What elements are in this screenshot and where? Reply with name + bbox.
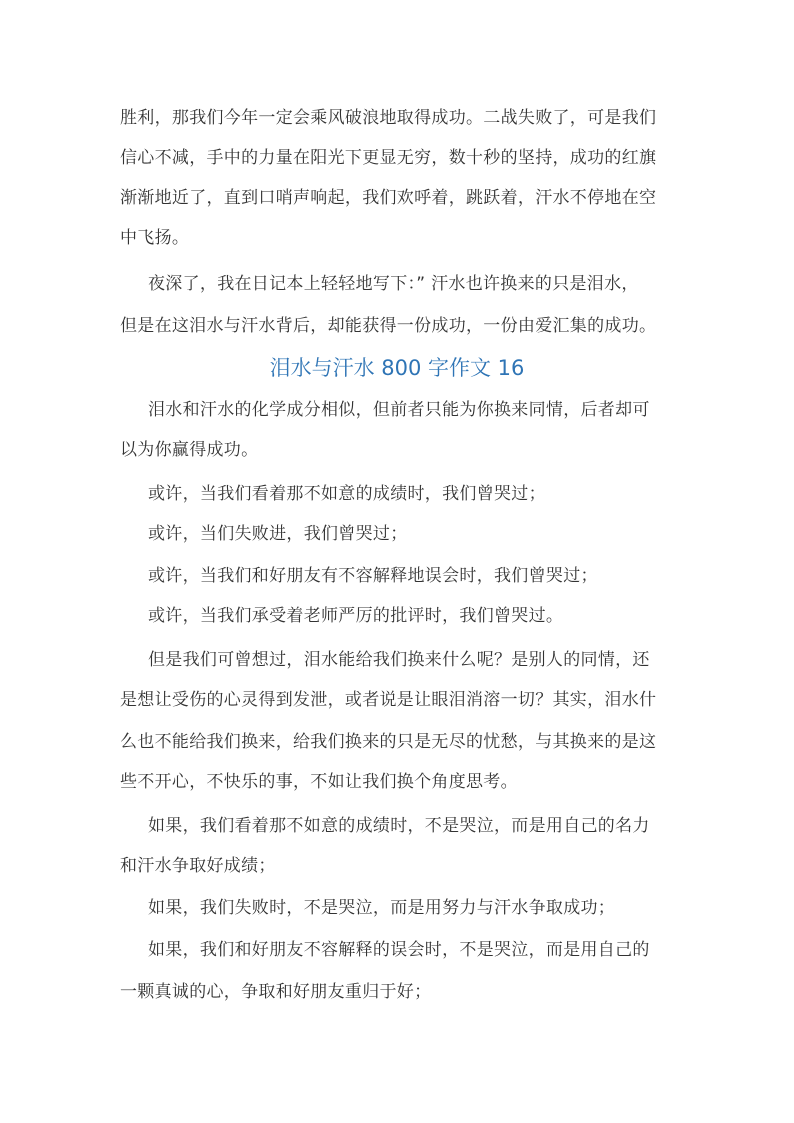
paragraph-line: 或许，当我们承受着老师严厉的批评时，我们曾哭过。 <box>148 606 564 626</box>
paragraph-line: 如果，我们失败时，不是哭泣，而是用努力与汗水争取成功； <box>148 898 616 918</box>
paragraph-line: 如果，我们和好朋友不容解释的误会时，不是哭泣，而是用自己的 <box>148 940 650 960</box>
paragraph-line: 但是在这泪水与汗水背后，却能获得一份成功，一份由爱汇集的成功。 <box>120 316 657 336</box>
paragraph-line: 但是我们可曾想过，泪水能给我们换来什么呢？是别人的同情，还 <box>148 650 650 670</box>
paragraph-line: 夜深了，我在日记本上轻轻地写下：” 汗水也许换来的只是泪水， <box>148 274 639 294</box>
paragraph-line: 中飞扬。 <box>120 228 190 248</box>
paragraph-line: 或许，当们失败进，我们曾哭过； <box>148 524 408 544</box>
paragraph-line: 或许，当我们和好朋友有不容解释地误会时，我们曾哭过； <box>148 566 598 586</box>
paragraph-line: 一颗真诚的心，争取和好朋友重归于好； <box>120 982 432 1002</box>
paragraph-line: 泪水和汗水的化学成分相似，但前者只能为你换来同情，后者却可 <box>148 400 650 420</box>
paragraph-line: 和汗水争取好成绩； <box>120 856 276 876</box>
paragraph-line: 些不开心，不快乐的事，不如让我们换个角度思考。 <box>120 772 518 792</box>
paragraph-line: 么也不能给我们换来，给我们换来的只是无尽的忧愁，与其换来的是这 <box>120 732 657 752</box>
paragraph-line: 或许，当我们看着那不如意的成绩时，我们曾哭过； <box>148 484 546 504</box>
paragraph-line: 是想让受伤的心灵得到发泄，或者说是让眼泪消溶一切？其实，泪水什 <box>120 690 657 710</box>
paragraph-line: 信心不减，手中的力量在阳光下更显无穷，数十秒的坚持，成功的红旗 <box>120 148 657 168</box>
paragraph-line: 胜利，那我们今年一定会乘风破浪地取得成功。二战失败了，可是我们 <box>120 108 657 128</box>
paragraph-line: 渐渐地近了，直到口哨声响起，我们欢呼着，跳跃着，汗水不停地在空 <box>120 188 657 208</box>
paragraph-line: 如果，我们看着那不如意的成绩时，不是哭泣，而是用自己的名力 <box>148 816 650 836</box>
section-heading: 泪水与汗水 800 字作文 16 <box>269 356 525 380</box>
paragraph-line: 以为你赢得成功。 <box>120 440 259 460</box>
